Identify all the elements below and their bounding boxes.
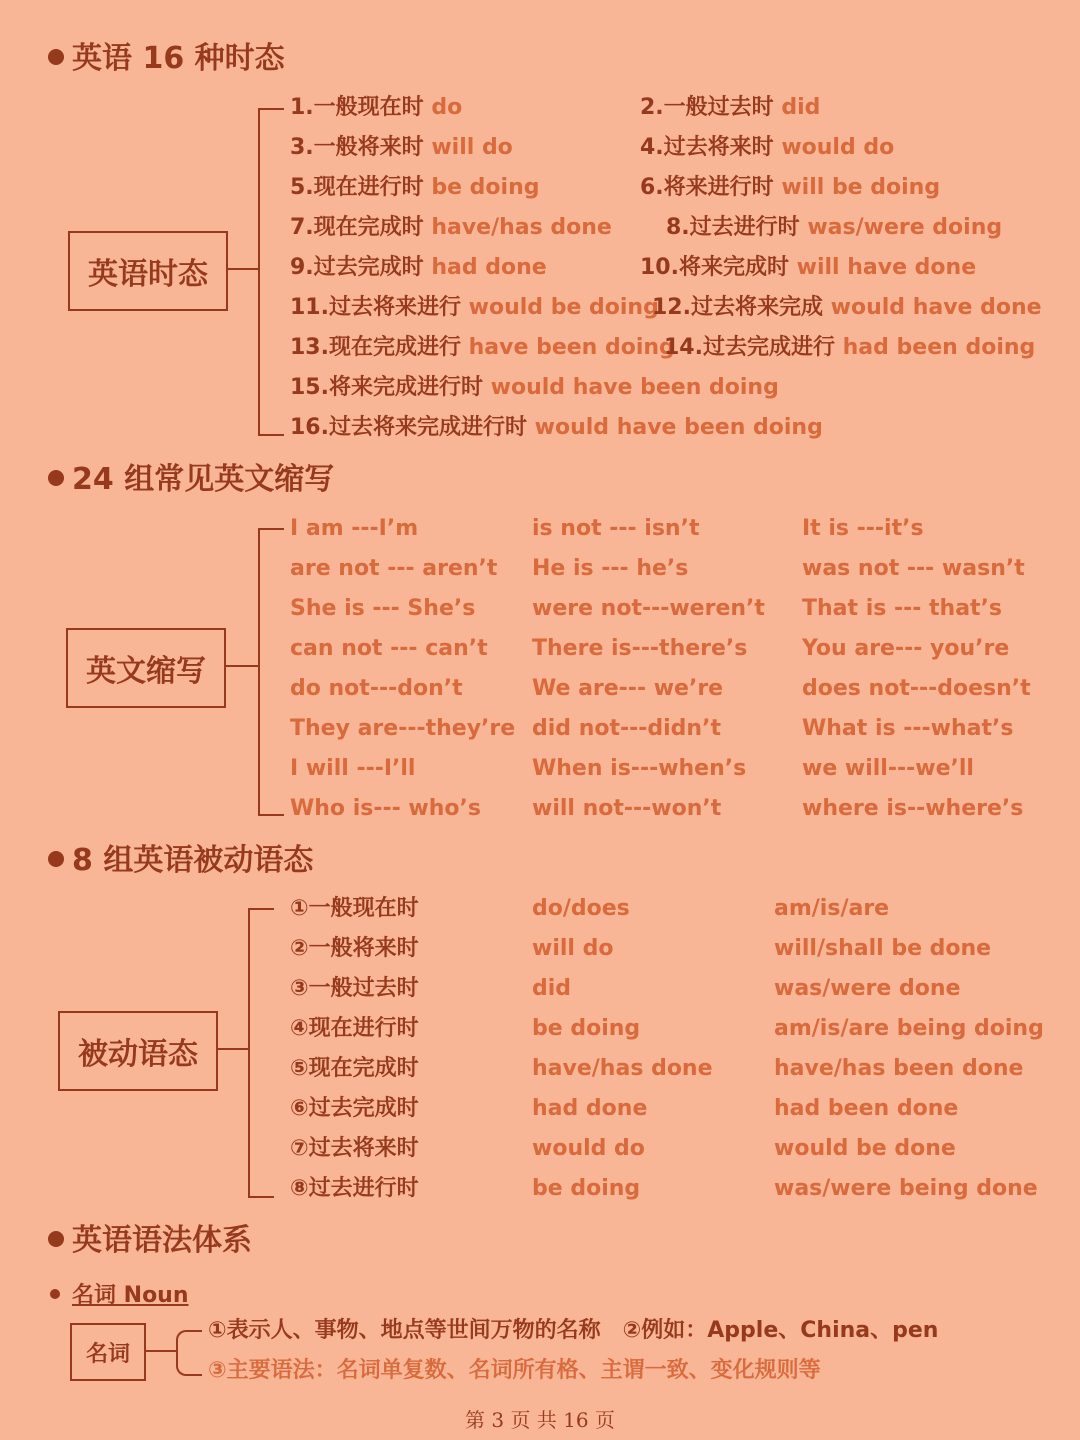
tense-item [290,137,513,159]
contraction-item: It is ---it’s [802,516,924,541]
passive-active: have/has done [532,1056,713,1081]
passive-passive: had been done [774,1096,959,1121]
passive-passive: was/were done [774,976,961,1001]
tense-cn: 3.一般将来时 [290,135,424,160]
contraction-item: They are---they’re [290,716,516,741]
section-title-tenses: 英语 16 种时态 [48,44,285,74]
contraction-item: She is --- She’s [290,596,476,621]
passive-cn: ②一般将来时 [290,936,419,961]
tense-en: would have been doing [482,375,779,400]
connector-line [216,1048,248,1050]
passive-passive: have/has been done [774,1056,1024,1081]
bullet-icon [48,49,64,65]
tense-item [290,257,547,279]
contraction-item: where is--where’s [802,796,1024,821]
contraction-item: does not---doesn’t [802,676,1031,701]
tense-cn: 14.过去完成进行 [664,335,835,360]
contraction-item: did not---didn’t [532,716,721,741]
passive-active: be doing [532,1016,641,1041]
tense-item [640,177,940,199]
passive-active: do/does [532,896,630,921]
tense-cn: 13.现在完成进行 [290,335,461,360]
noun-line-1: ①表示人、事物、地点等世间万物的名称 ②例如：Apple、China、pen [208,1318,939,1343]
connector-line [224,665,258,667]
tense-item [640,97,820,119]
tense-cn: 4.过去将来时 [640,135,774,160]
contraction-item: What is ---what’s [802,716,1014,741]
passive-active: did [532,976,572,1001]
passive-cn: ⑦过去将来时 [290,1136,419,1161]
tense-cn: 2.一般过去时 [640,95,774,120]
passive-active: would do [532,1136,645,1161]
passive-cn: ⑧过去进行时 [290,1176,419,1201]
passive-passive: am/is/are being doing [774,1016,1044,1041]
tense-item [640,257,976,279]
tense-item [664,337,1035,359]
tense-cn: 5.现在进行时 [290,175,424,200]
tense-cn: 11.过去将来进行 [290,295,461,320]
tense-en: would have been doing [526,415,823,440]
tense-en: did [773,95,821,120]
bullet-icon [48,470,64,486]
tense-en: have been doing [460,335,675,360]
tense-item [290,337,675,359]
tense-cn: 7.现在完成时 [290,215,424,240]
label-tenses: 英语时态 [68,231,228,311]
tense-item [640,137,894,159]
tense-en: would be doing [460,295,659,320]
passive-cn: ⑤现在完成时 [290,1056,419,1081]
passive-active: had done [532,1096,648,1121]
page-footer: 第 3 页 共 16 页 [465,1408,615,1432]
noun-line-2: ③主要语法：名词单复数、名词所有格、主谓一致、变化规则等 [208,1358,821,1383]
tense-cn: 10.将来完成时 [640,255,789,280]
passive-active: will do [532,936,614,961]
connector-line [144,1350,176,1352]
tense-en: would have done [822,295,1042,320]
tense-en: will do [423,135,513,160]
bracket-passive [248,908,274,1198]
label-noun: 名词 [70,1323,146,1381]
passive-cn: ③一般过去时 [290,976,419,1001]
tense-cn: 12.过去将来完成 [652,295,823,320]
tense-en: would do [773,135,895,160]
tense-cn: 8.过去进行时 [666,215,800,240]
tense-item [290,217,612,239]
contraction-item: That is --- that’s [802,596,1003,621]
contraction-item: I will ---I’ll [290,756,416,781]
tense-item [666,217,1002,239]
tense-item [290,97,462,119]
passive-cn: ①一般现在时 [290,896,419,921]
tense-en: had been doing [834,335,1036,360]
tense-en: was/were doing [799,215,1003,240]
contraction-item: can not --- can’t [290,636,488,661]
contraction-item: Who is--- who’s [290,796,481,821]
tense-item [290,377,779,399]
bracket-tenses [258,108,284,436]
passive-passive: will/shall be done [774,936,992,961]
bracket-noun [176,1330,202,1376]
tense-cn: 6.将来进行时 [640,175,774,200]
contraction-item: was not --- wasn’t [802,556,1025,581]
contraction-item: You are--- you’re [802,636,1010,661]
tense-item [290,177,539,199]
tense-item [652,297,1042,319]
label-contractions: 英文缩写 [66,628,226,708]
passive-passive: am/is/are [774,896,890,921]
tense-en: had done [423,255,547,280]
tense-en: will be doing [773,175,941,200]
bullet-icon [48,1231,64,1247]
noun-heading: 名词 Noun [50,1278,189,1309]
contraction-item: we will---we’ll [802,756,974,781]
bullet-icon [48,851,64,867]
section-title-contractions: 24 组常见英文缩写 [48,465,334,495]
passive-active: be doing [532,1176,641,1201]
tense-en: will have done [788,255,977,280]
connector-line [226,268,258,270]
contraction-item: He is --- he’s [532,556,689,581]
tense-en: be doing [423,175,540,200]
label-passive: 被动语态 [58,1011,218,1091]
passive-passive: would be done [774,1136,956,1161]
passive-cn: ④现在进行时 [290,1016,419,1041]
contraction-item: will not---won’t [532,796,722,821]
section-title-passive: 8 组英语被动语态 [48,846,313,876]
contraction-item: There is---there’s [532,636,748,661]
contraction-item: When is---when’s [532,756,747,781]
tense-item [290,297,659,319]
tense-item [290,417,823,439]
contraction-item: is not --- isn’t [532,516,700,541]
tense-cn: 16.过去将来完成进行时 [290,415,527,440]
tense-cn: 9.过去完成时 [290,255,424,280]
tense-en: have/has done [423,215,612,240]
tense-cn: 1.一般现在时 [290,95,424,120]
tense-en: do [423,95,463,120]
passive-passive: was/were being done [774,1176,1038,1201]
passive-cn: ⑥过去完成时 [290,1096,419,1121]
section-title-grammar: 英语语法体系 [48,1226,252,1256]
contraction-item: are not --- aren’t [290,556,498,581]
bullet-icon [50,1289,60,1299]
contraction-item: were not---weren’t [532,596,765,621]
contraction-item: I am ---I’m [290,516,419,541]
contraction-item: do not---don’t [290,676,463,701]
tense-cn: 15.将来完成进行时 [290,375,483,400]
contraction-item: We are--- we’re [532,676,724,701]
bracket-contractions [258,528,284,816]
